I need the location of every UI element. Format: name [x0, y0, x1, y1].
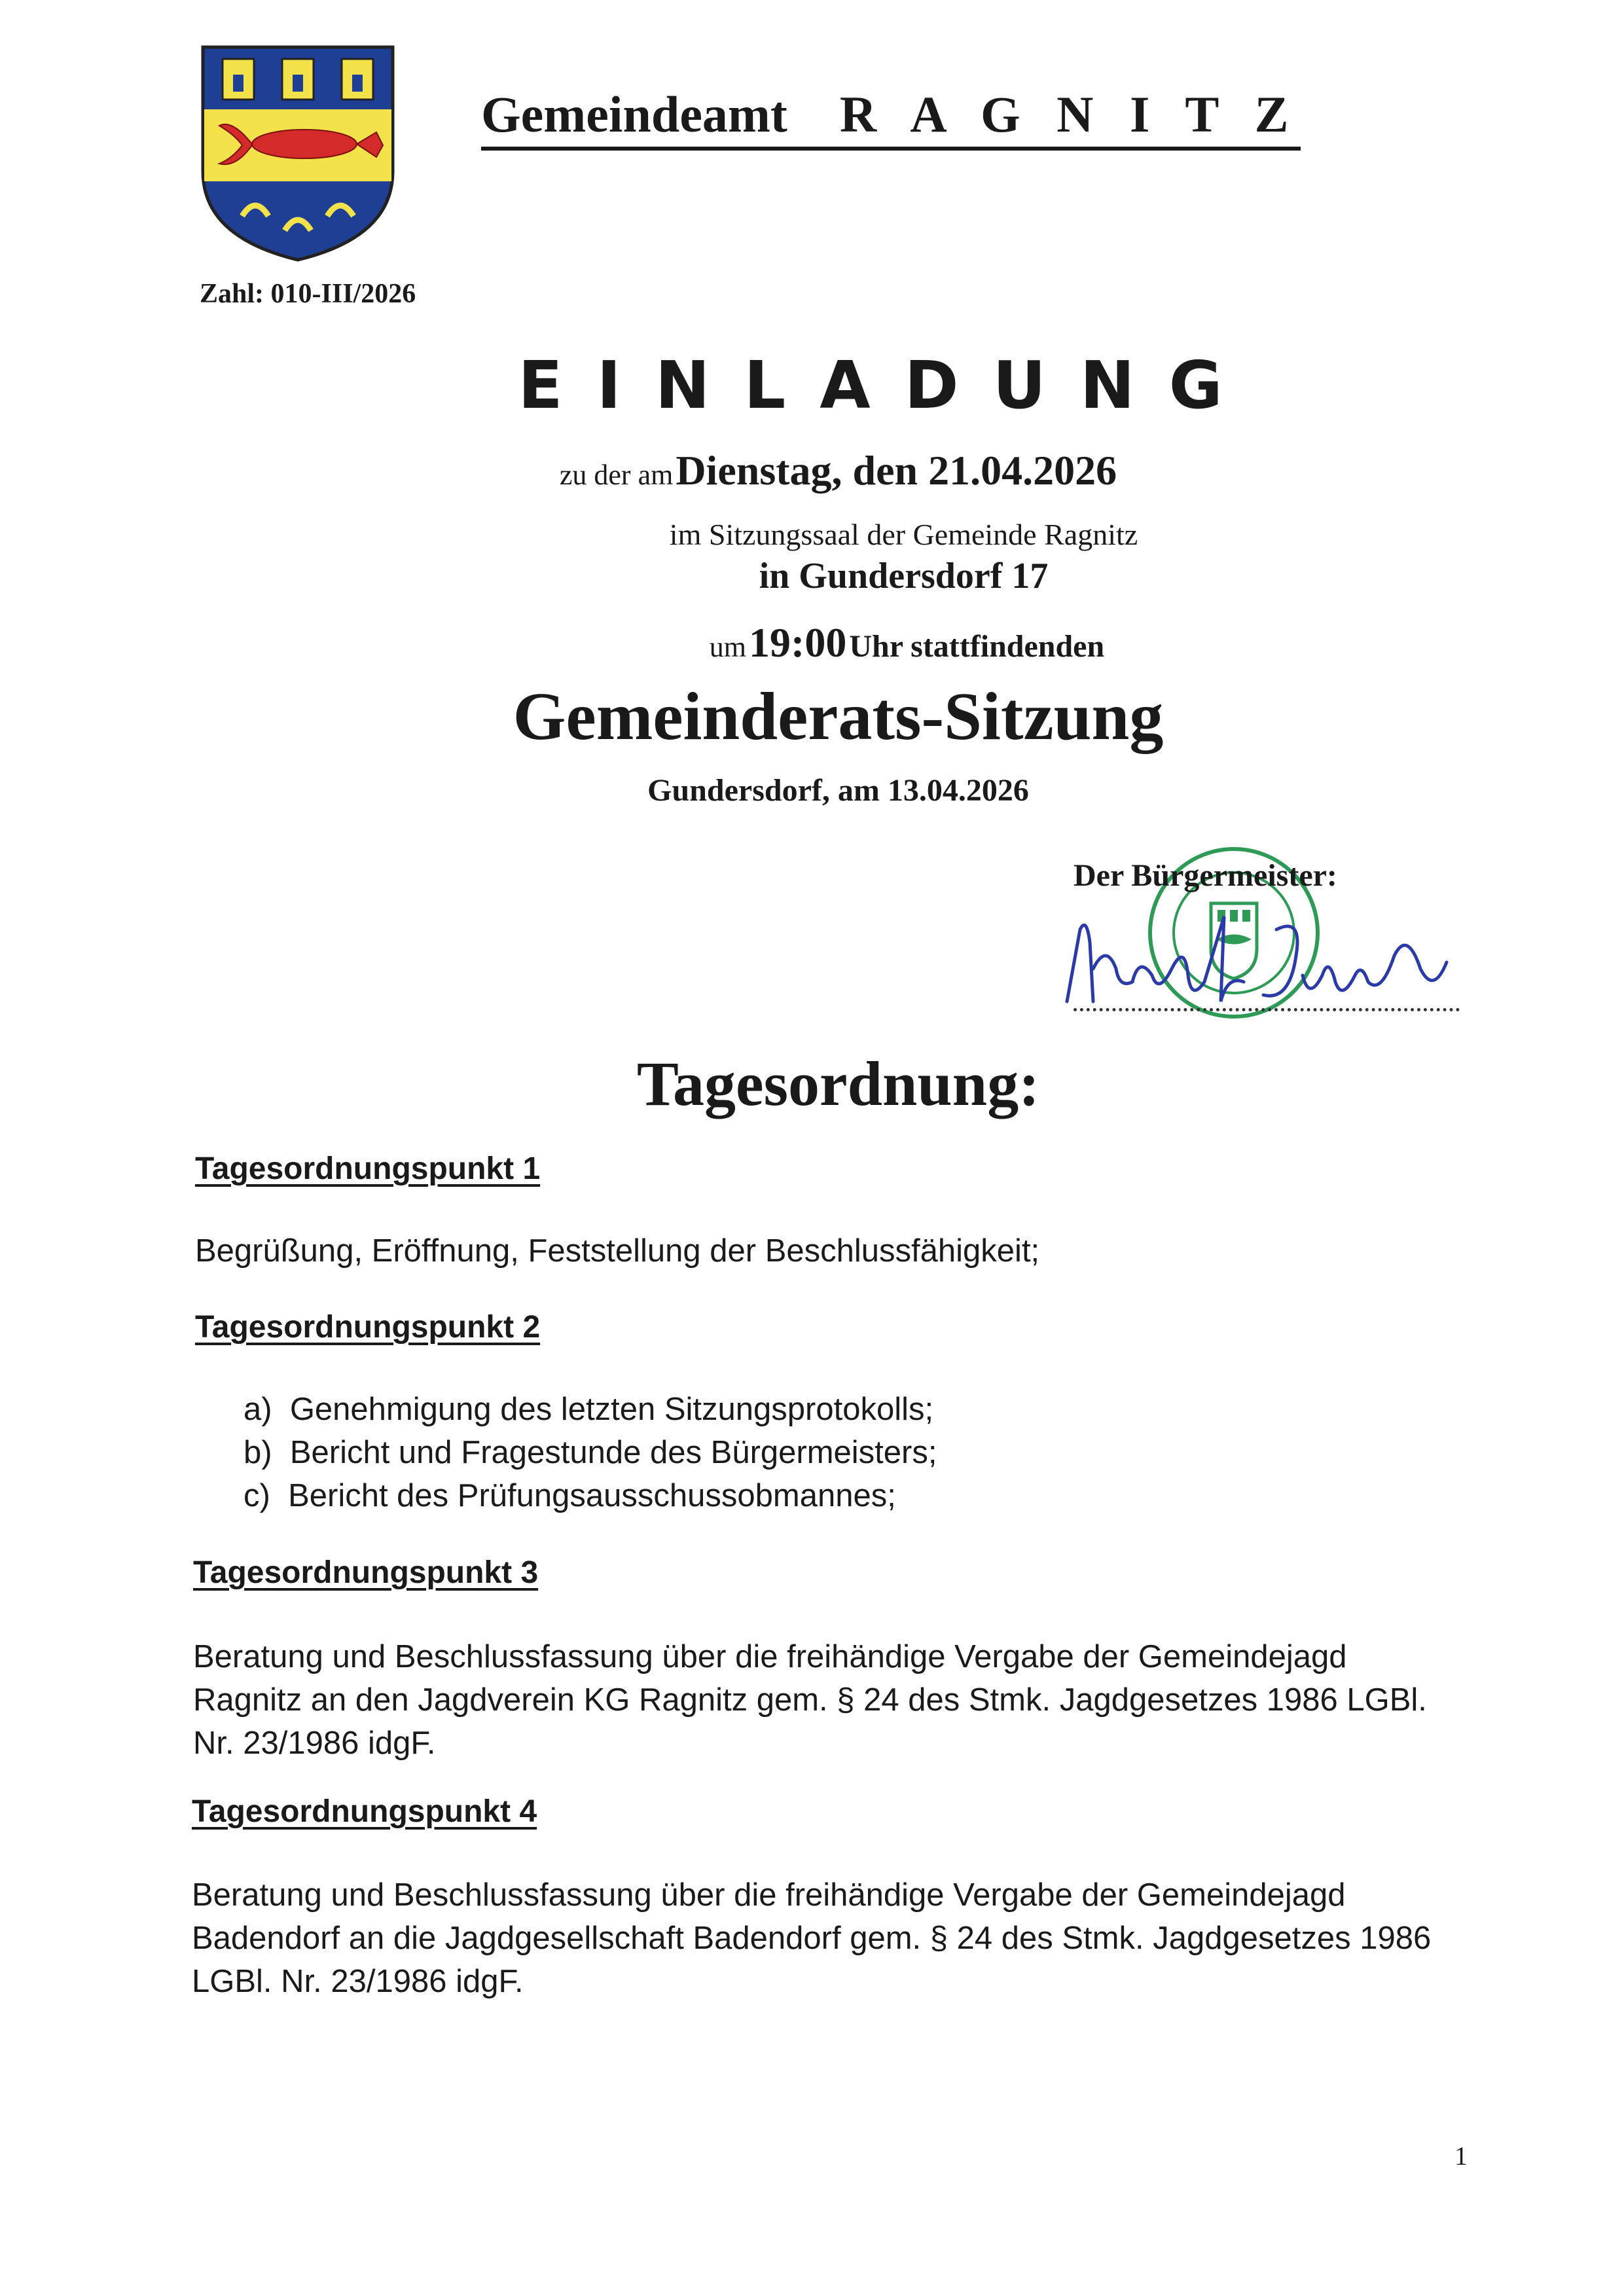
invitation-title: EINLADUNG	[518, 347, 1257, 424]
meeting-time: 19:00	[749, 619, 847, 666]
office-name: R A G N I T Z	[839, 86, 1301, 143]
agenda-item-4-heading: Tagesordnungspunkt 4	[192, 1794, 537, 1829]
agenda-item-1-heading: Tagesordnungspunkt 1	[195, 1151, 541, 1186]
agenda-item-2-heading: Tagesordnungspunkt 2	[195, 1310, 541, 1345]
list-marker: a)	[244, 1392, 272, 1427]
page-number: 1	[1454, 2141, 1468, 2171]
signature-line	[1074, 1008, 1460, 1011]
agenda-item-4-line-2: Badendorf an die Jagdgesellschaft Badendorf gem. § 24 des Stmk. Jagdgesetzes 1986	[192, 1921, 1432, 1956]
list-marker: b)	[244, 1435, 272, 1470]
reference-number: Zahl: 010-III/2026	[200, 279, 416, 309]
meeting-date-line	[0, 446, 1624, 495]
agenda-item-4-line-3: LGBl. Nr. 23/1986 idgF.	[192, 1964, 524, 1999]
time-suffix: Uhr stattfindenden	[849, 629, 1105, 664]
office-prefix: Gemeindeamt	[481, 86, 787, 143]
office-title	[481, 85, 1301, 151]
agenda-item-3-line-1: Beratung und Beschlussfassung über die freihändige Vergabe der Gemeindejagd	[193, 1639, 1347, 1674]
agenda-item-1-text: Begrüßung, Eröffnung, Feststellung der Beschlussfähigkeit;	[195, 1233, 1040, 1269]
list-item: Bericht und Fragestunde des Bürgermeisters;	[289, 1435, 937, 1470]
intro-text: zu der am	[559, 459, 674, 491]
agenda-item-2-sub-b	[244, 1431, 937, 1474]
time-line	[0, 619, 1624, 667]
issue-date: Gundersdorf, am 13.04.2026	[647, 773, 1029, 808]
agenda-item-3-line-2: Ragnitz an den Jagdverein KG Ragnitz gem. § 24 des Stmk. Jagdgesetzes 1986 LGBl.	[193, 1682, 1427, 1718]
agenda-title: Tagesordnung:	[636, 1049, 1040, 1119]
meeting-day: Dienstag, den 21.04.2026	[676, 447, 1117, 494]
coat-of-arms-icon	[196, 41, 399, 263]
agenda-item-2-sub-c	[244, 1474, 896, 1517]
time-prefix: um	[709, 631, 747, 663]
address-line: in Gundersdorf 17	[759, 556, 1049, 596]
agenda-item-3-line-3: Nr. 23/1986 idgF.	[193, 1726, 436, 1761]
list-marker: c)	[244, 1478, 270, 1513]
agenda-item-2-sub-a	[244, 1388, 933, 1431]
agenda-item-4-line-1: Beratung und Beschlussfassung über die freihändige Vergabe der Gemeindejagd	[192, 1877, 1346, 1913]
location-line: im Sitzungssaal der Gemeinde Ragnitz	[669, 518, 1138, 551]
agenda-item-3-heading: Tagesordnungspunkt 3	[193, 1555, 539, 1590]
list-item: Bericht des Prüfungsausschussobmannes;	[288, 1478, 896, 1513]
signature-icon	[1054, 903, 1460, 1015]
meeting-type: Gemeinderats-Sitzung	[513, 679, 1164, 754]
list-item: Genehmigung des letzten Sitzungsprotokolls;	[289, 1392, 934, 1427]
mayor-label: Der Bürgermeister:	[1074, 858, 1337, 893]
